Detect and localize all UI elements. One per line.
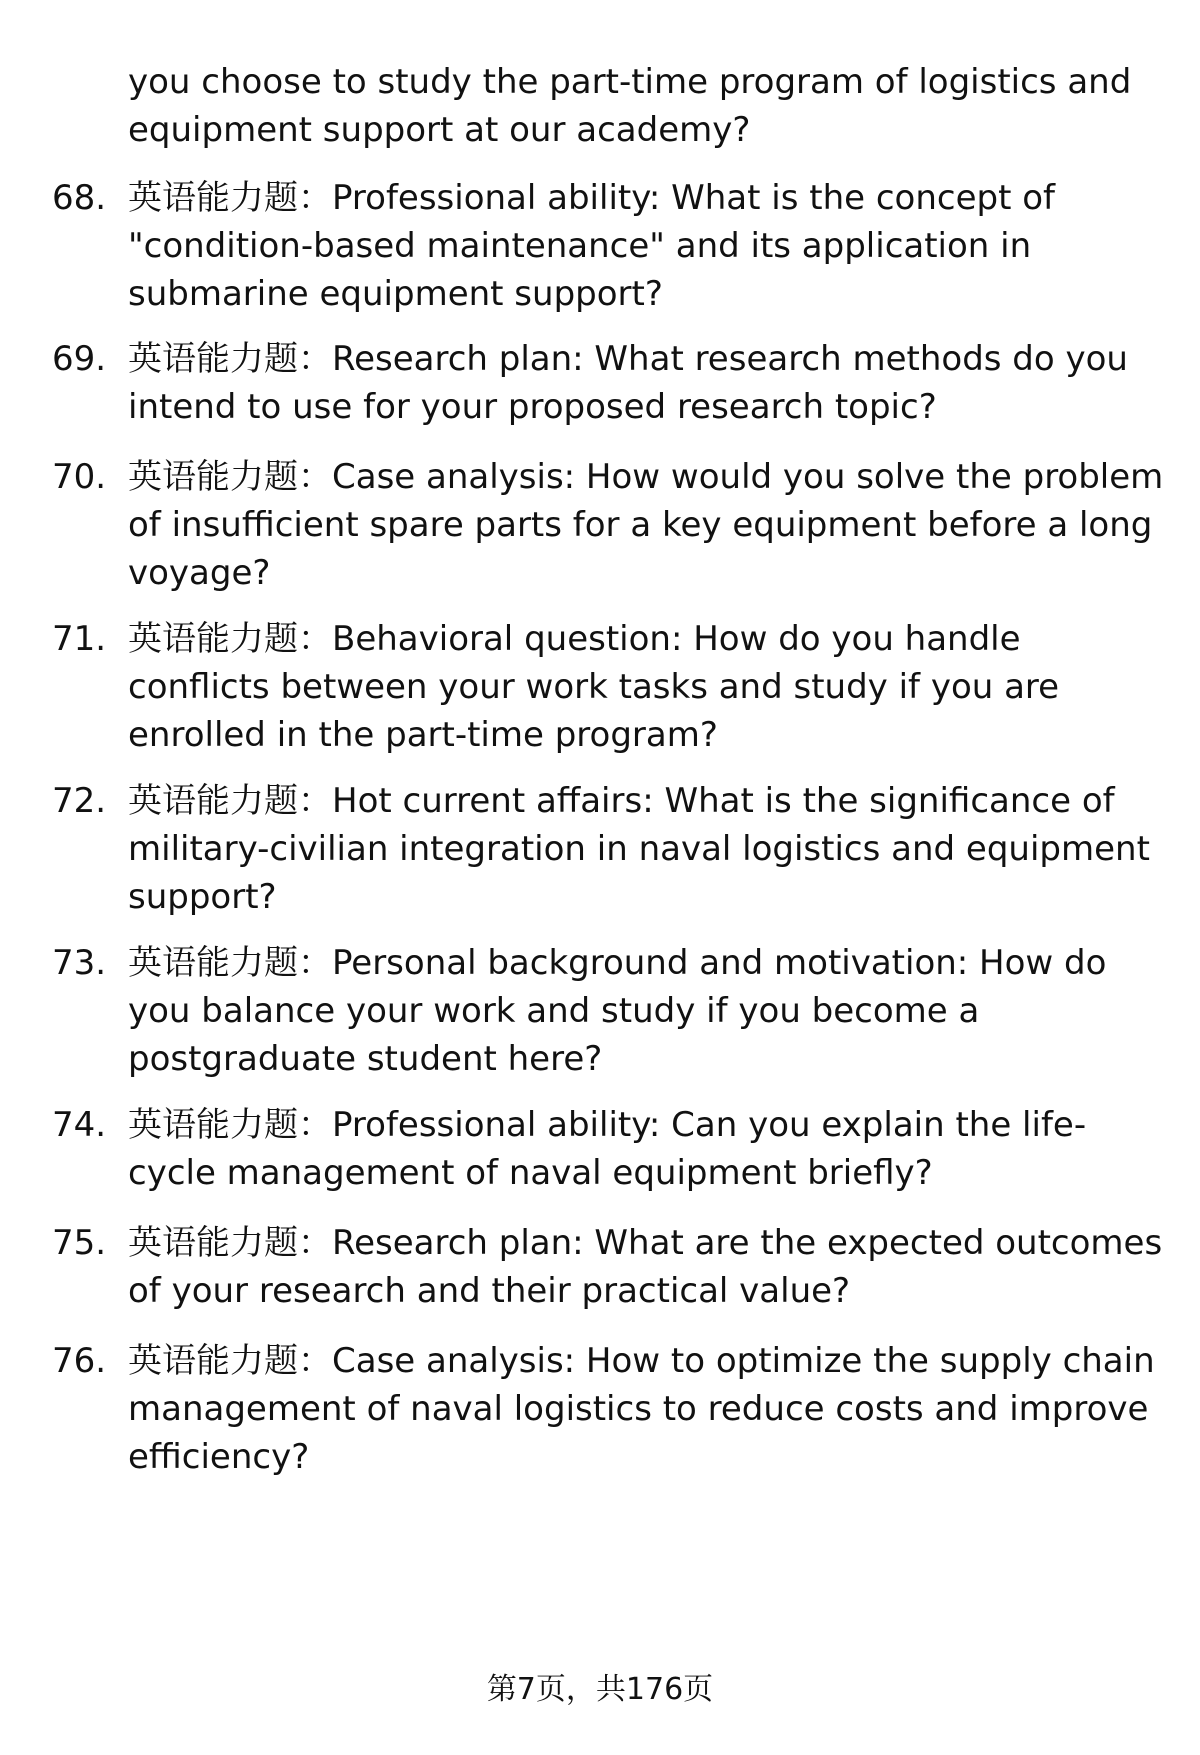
continuation-paragraph: you choose to study the part-time program of logistics and equipment support at our academy?	[128, 62, 1132, 150]
question-text: 英语能力题：Case analysis: How would you solve the problem of insufficient spare parts for a key equipment before a long voyage?	[128, 457, 1164, 593]
question-number: 74.	[52, 1105, 107, 1145]
question-item	[52, 335, 1172, 431]
question-text: 英语能力题：Professional ability: What is the concept of "condition-based maintenance" and its application in submarine equipment support?	[128, 178, 1055, 314]
question-number: 76.	[52, 1341, 107, 1381]
question-number: 71.	[52, 619, 107, 659]
question-item	[52, 939, 1172, 1083]
question-number: 72.	[52, 781, 107, 821]
question-text: 英语能力题：Personal background and motivation: How do you balance your work and study if you become a postgraduate student here?	[128, 943, 1107, 1079]
question-item	[52, 615, 1172, 759]
question-number: 68.	[52, 178, 107, 218]
question-item	[52, 777, 1172, 921]
question-text: 英语能力题：Research plan: What research methods do you intend to use for your proposed research topic?	[128, 339, 1128, 427]
question-text: 英语能力题：Research plan: What are the expected outcomes of your research and their practical value?	[128, 1223, 1163, 1311]
question-item	[52, 453, 1172, 597]
question-text: 英语能力题：Case analysis: How to optimize the supply chain management of naval logistics to reduce costs and improve efficiency?	[128, 1341, 1155, 1477]
question-text: 英语能力题：Hot current affairs: What is the significance of military-civilian integration in naval logistics and equipment support?	[128, 781, 1150, 917]
question-item	[52, 1337, 1172, 1481]
question-item	[52, 174, 1172, 318]
question-text: 英语能力题：Behavioral question: How do you handle conflicts between your work tasks and study if you are enrolled in the part-time program?	[128, 619, 1060, 755]
question-number: 73.	[52, 943, 107, 983]
question-number: 75.	[52, 1223, 107, 1263]
question-number: 70.	[52, 457, 107, 497]
question-number: 69.	[52, 339, 107, 379]
page-footer: 第7页，共176页	[486, 1672, 714, 1707]
question-item	[52, 1219, 1172, 1315]
question-text: 英语能力题：Professional ability: Can you explain the life-cycle management of naval equipment briefly?	[128, 1105, 1087, 1193]
question-item	[52, 1101, 1172, 1197]
